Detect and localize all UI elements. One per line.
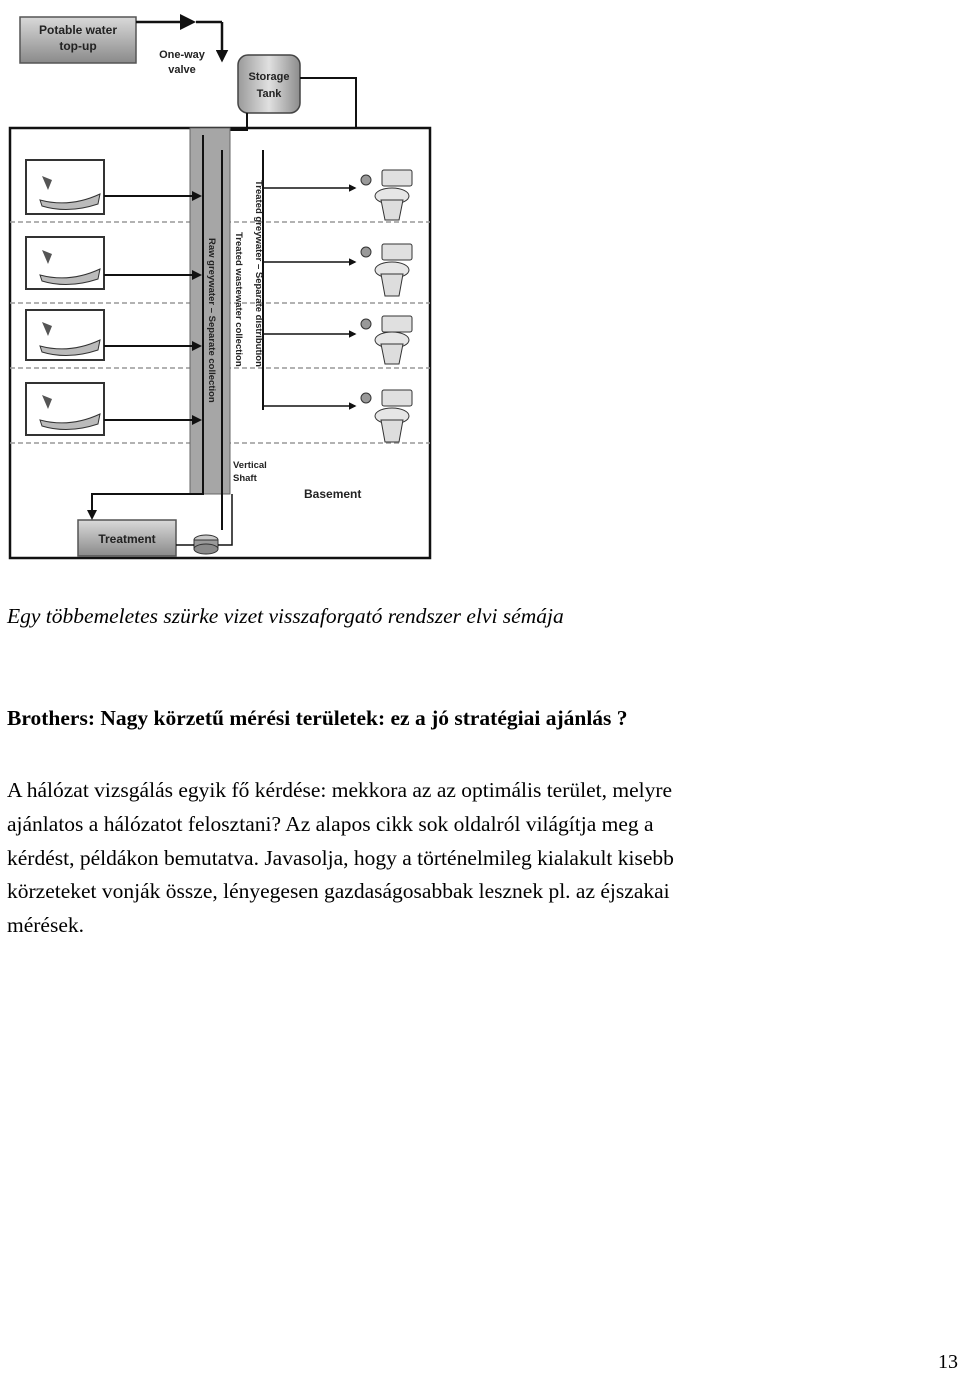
toilet-2 xyxy=(361,244,412,296)
section-heading: Brothers: Nagy körzetű mérési területek: ez a jó stratégiai ajánlás ? xyxy=(7,706,628,730)
vertical-shaft-label-line1: Vertical xyxy=(233,460,267,471)
body-line-2: ajánlatos a hálózatot felosztani? Az alapos cikk sok oldalról világítja meg a xyxy=(7,811,654,836)
storage-tank-label-line1: Storage xyxy=(248,71,290,83)
bath-fixture-4 xyxy=(26,383,104,435)
potable-water-box xyxy=(20,17,136,63)
toilet-3 xyxy=(361,316,412,364)
storage-tank-label-line2: Tank xyxy=(256,88,282,100)
figure-caption: Egy többemeletes szürke vizet visszaforgató rendszer elvi sémája xyxy=(7,604,564,628)
tank-overflow-pipe xyxy=(300,78,356,128)
pump-icon xyxy=(194,535,218,554)
potable-water-label-line1: Potable water xyxy=(38,23,118,37)
raw-collection-label: Raw greywater – Separate collection xyxy=(206,238,217,403)
treated-collection-label: Treated wastewater collection xyxy=(233,232,244,367)
treated-supply-lines xyxy=(263,188,355,406)
treatment-label: Treatment xyxy=(98,532,156,546)
one-way-valve-label-line1: One-way xyxy=(159,49,205,61)
basement-label: Basement xyxy=(304,487,362,501)
potable-water-label-line2: top-up xyxy=(59,39,97,53)
raw-drain-lines xyxy=(104,196,200,420)
pump-to-shaft-pipe xyxy=(218,494,232,545)
page-number: 13 xyxy=(938,1351,958,1373)
treated-distribution-label: Treated greywater – Separate distribution xyxy=(253,180,264,367)
toilet-4 xyxy=(361,390,412,442)
storage-tank xyxy=(238,55,300,113)
body-paragraph xyxy=(7,774,942,943)
vertical-shaft-label-line2: Shaft xyxy=(233,473,257,484)
one-way-valve-label-line2: valve xyxy=(168,64,196,76)
body-line-1: A hálózat vizsgálás egyik fő kérdése: mekkora az az optimális terület, melyre xyxy=(7,778,673,802)
toilet-1 xyxy=(361,170,412,220)
treatment-box xyxy=(78,520,176,556)
bath-fixture-2 xyxy=(26,237,104,289)
body-line-5: mérések. xyxy=(7,913,85,938)
raw-to-treatment-pipe xyxy=(92,470,203,518)
one-way-valve xyxy=(136,14,222,76)
body-line-4: körzeteket vonják össze, lényegesen gazdaságosabbak lesznek pl. az éjszakai xyxy=(7,879,670,904)
bath-fixture-3 xyxy=(26,310,104,360)
bath-fixture-1 xyxy=(26,160,104,214)
greywater-system-diagram xyxy=(0,0,440,570)
body-line-3: kérdést, példákon bemutatva. Javasolja, hogy a történelmileg kialakult kisebb xyxy=(7,845,674,870)
